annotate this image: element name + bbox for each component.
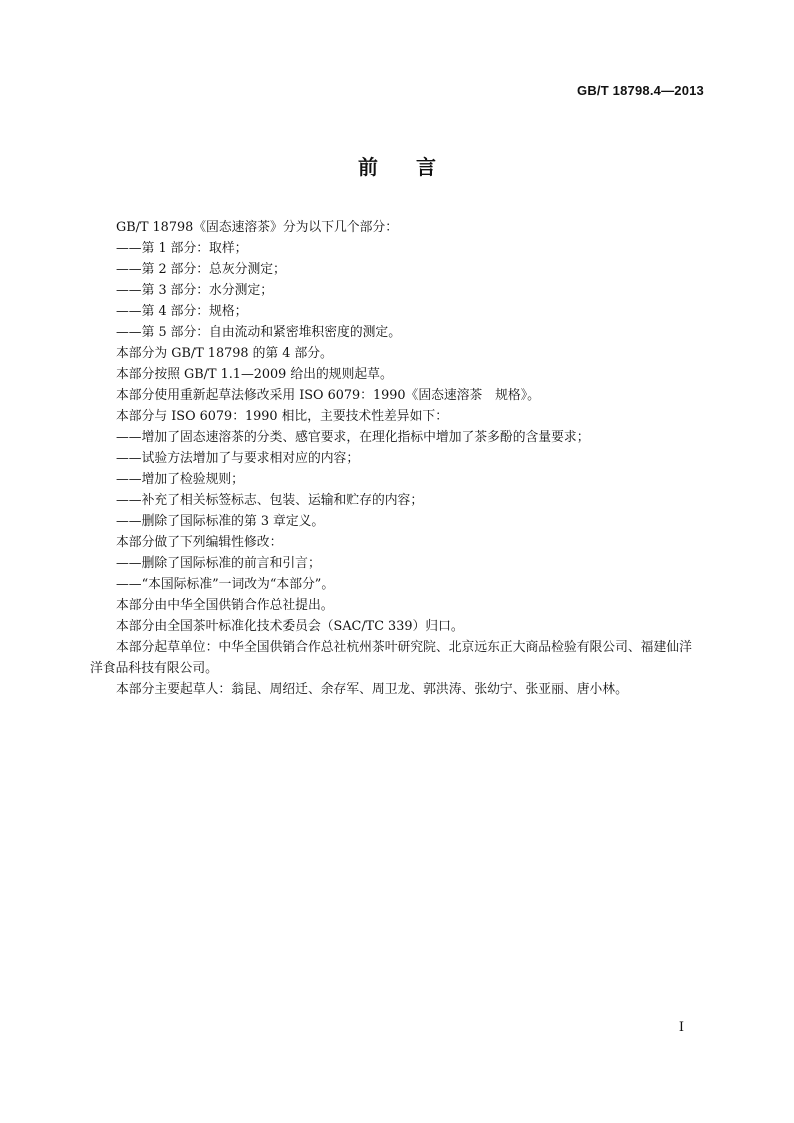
- paragraph-committee: 本部分由全国茶叶标准化技术委员会（SAC/TC 339）归口。: [116, 619, 464, 634]
- page-title: 前言: [358, 155, 474, 179]
- paragraph-differences-intro: 本部分与 ISO 6079：1990 相比，主要技术性差异如下：: [116, 409, 448, 424]
- foreword-body: [90, 217, 704, 700]
- list-item-difference-1: ——增加了固态速溶茶的分类、感官要求，在理化指标中增加了茶多酚的含量要求；: [116, 430, 590, 445]
- list-item-part-2: ——第 2 部分：总灰分测定；: [116, 262, 286, 277]
- list-item-difference-4: ——补充了相关标签标志、包装、运输和贮存的内容；: [116, 493, 424, 508]
- list-item-part-4: ——第 4 部分：规格；: [116, 304, 248, 319]
- page-number: I: [678, 1020, 684, 1035]
- standard-code: GB/T 18798.4—2013: [577, 83, 704, 98]
- list-item-difference-2: ——试验方法增加了与要求相对应的内容；: [116, 451, 360, 466]
- paragraph-drafting-rules: 本部分按照 GB/T 1.1—2009 给出的规则起草。: [116, 367, 393, 382]
- list-item-difference-5: ——删除了国际标准的第 3 章定义。: [116, 514, 325, 529]
- list-item-editorial-2: ——“本国际标准”一词改为“本部分”。: [116, 577, 335, 592]
- list-item-part-3: ——第 3 部分：水分测定；: [116, 283, 274, 298]
- paragraph-drafters: 本部分主要起草人：翁昆、周绍迁、余存军、周卫龙、郭洪涛、张幼宁、张亚丽、唐小林。: [116, 682, 628, 697]
- list-item-part-5: ——第 5 部分：自由流动和紧密堆积密度的测定。: [116, 325, 402, 340]
- paragraph-drafting-units: 本部分起草单位：中华全国供销合作总社杭州茶叶研究院、北京远东正大商品检验有限公司、福建仙洋洋食品科技有限公司。: [90, 640, 692, 676]
- paragraph-proposer: 本部分由中华全国供销合作总社提出。: [116, 598, 334, 613]
- list-item-editorial-1: ——删除了国际标准的前言和引言；: [116, 556, 321, 571]
- paragraph-intro: GB/T 18798《固态速溶茶》分为以下几个部分：: [116, 220, 398, 235]
- list-item-difference-3: ——增加了检验规则；: [116, 472, 244, 487]
- paragraph-iso-adoption: 本部分使用重新起草法修改采用 ISO 6079：1990《固态速溶茶 规格》。: [116, 388, 540, 403]
- paragraph-part-statement: 本部分为 GB/T 18798 的第 4 部分。: [116, 346, 333, 361]
- paragraph-editorial-intro: 本部分做了下列编辑性修改：: [116, 535, 283, 550]
- list-item-part-1: ——第 1 部分：取样；: [116, 241, 248, 256]
